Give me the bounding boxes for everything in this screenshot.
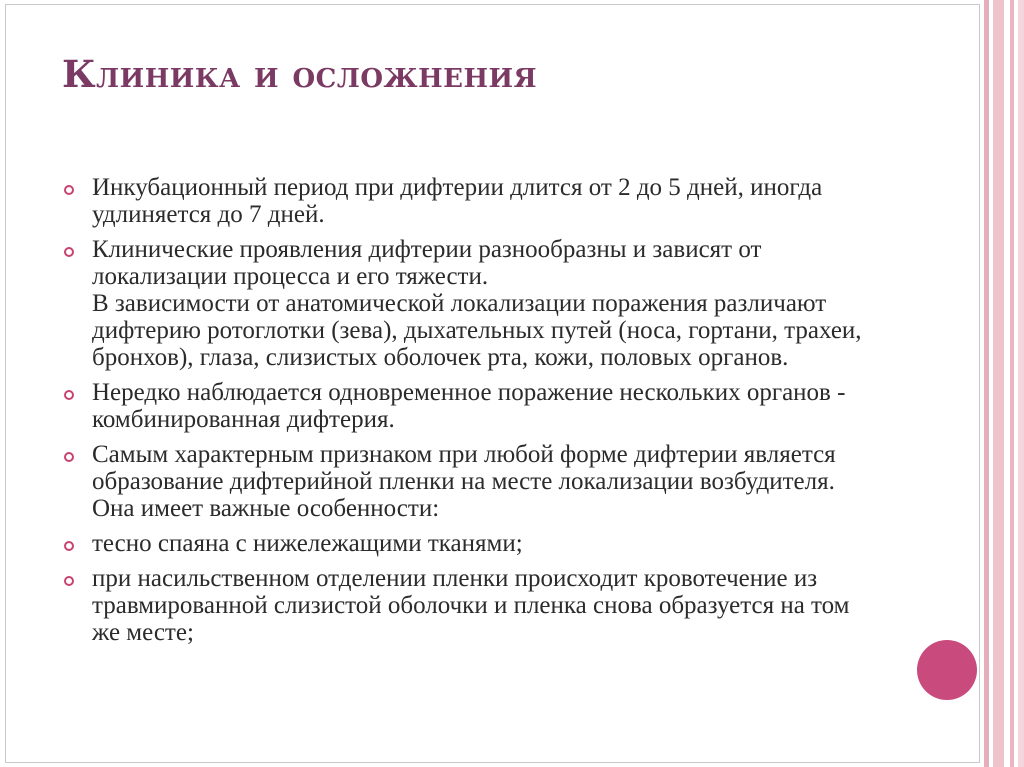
bullet-text	[92, 441, 874, 522]
bullet-circle-icon	[64, 452, 74, 462]
bullet-list	[64, 174, 874, 654]
bullet-paragraph: Нередко наблюдается одновременное поражение нескольких органов - комбинированная дифтерия.	[92, 379, 846, 433]
bullet-paragraph: Клинические проявления дифтерии разнообразны и зависят от локализации процесса и его тяжести.	[92, 236, 762, 290]
bullet-item	[64, 441, 874, 522]
bullet-item	[64, 236, 874, 371]
bullet-text	[92, 236, 874, 371]
bullet-paragraph: Инкубационный период при дифтерии длится от 2 до 5 дней, иногда удлиняется до 7 дней.	[92, 174, 823, 228]
bullet-circle-icon	[64, 541, 74, 551]
decorative-stripe	[1018, 0, 1024, 767]
bullet-text	[92, 174, 874, 228]
bullet-circle-icon	[64, 390, 74, 400]
bullet-text	[92, 530, 874, 557]
decorative-stripe	[984, 0, 989, 767]
slide-title: Клиника и осложнения	[62, 52, 538, 96]
bullet-text	[92, 565, 874, 646]
bullet-circle-icon	[64, 185, 74, 195]
bullet-text	[92, 379, 874, 433]
decorative-circle	[917, 640, 977, 700]
bullet-item	[64, 565, 874, 646]
bullet-paragraph: В зависимости от анатомической локализации поражения различают дифтерию ротоглотки (зева), дыхательных путей (носа, гортани, трахеи, бронхов), глаза, слизистых оболочек рта, кожи, половых органов.	[92, 290, 862, 371]
bullet-item	[64, 379, 874, 433]
bullet-paragraph: Самым характерным признаком при любой форме дифтерии является образование дифтерийной пленки на месте локализации возбудителя. Она имеет важные особенности:	[92, 441, 836, 522]
decorative-stripe	[1010, 0, 1014, 767]
bullet-circle-icon	[64, 576, 74, 586]
bullet-paragraph: тесно спаяна с нижележащими тканями;	[92, 530, 523, 557]
bullet-item	[64, 174, 874, 228]
bullet-item	[64, 530, 874, 557]
bullet-paragraph: при насильственном отделении пленки происходит кровотечение из травмированной слизистой оболочки и пленка снова образуется на том же месте;	[92, 565, 850, 646]
decorative-stripe	[993, 0, 1004, 767]
bullet-circle-icon	[64, 247, 74, 257]
